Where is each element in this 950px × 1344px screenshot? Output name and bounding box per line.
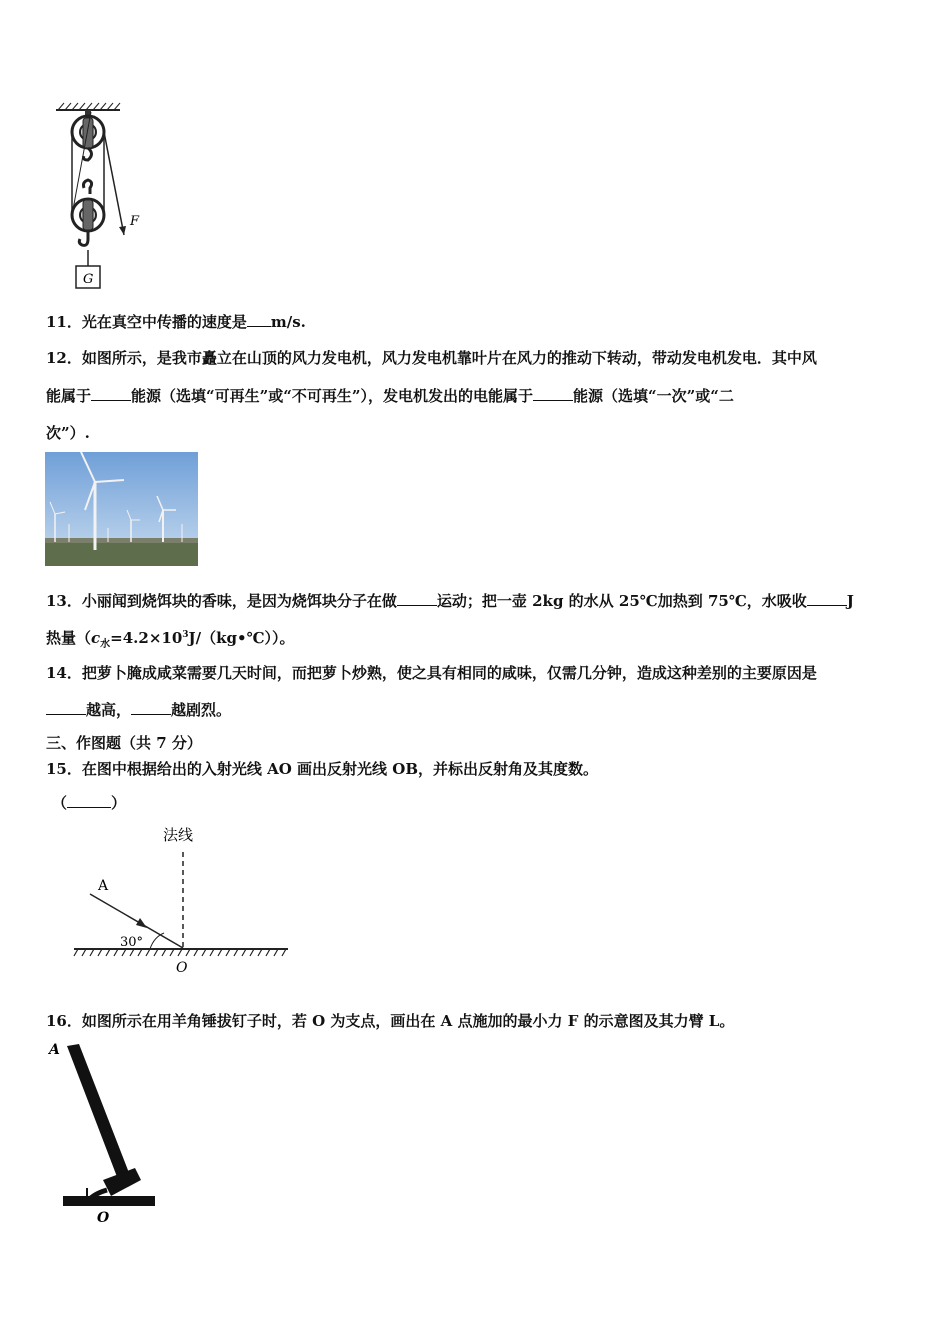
answer-blank[interactable] <box>533 386 573 401</box>
q13-line-2 <box>46 627 295 650</box>
answer-blank[interactable] <box>131 700 171 715</box>
angle-label: 30° <box>120 935 144 950</box>
q13-text-c: 热量（ <box>46 629 92 647</box>
answer-blank[interactable] <box>67 793 111 808</box>
q13-line-1 <box>46 590 854 611</box>
q13-text-a: 13．小丽闻到烧饵块的香味，是因为烧饵块分子在做 <box>46 592 397 610</box>
answer-blank[interactable] <box>247 312 271 327</box>
q12-line-2 <box>46 385 734 406</box>
q16-text: 16．如图所示在用羊角锤拔钉子时，若 O 为支点，画出在 A 点施加的最小力 F 的示意图及其力臂 L。 <box>46 1012 735 1030</box>
q12-text-c: 能源（选填“一次”或“二 <box>573 387 734 405</box>
q12-line-1: 12．如图所示，是我市矗立在山顶的风力发电机，风力发电机靠叶片在风力的推动下转动，带动发电机发电．其中风 <box>46 349 817 367</box>
q13-value: =4.2×10 <box>110 629 183 647</box>
force-label: F <box>130 214 140 229</box>
normal-label: 法线 <box>163 826 194 844</box>
answer-blank[interactable] <box>46 700 86 715</box>
point-label-o: O <box>176 960 188 976</box>
paren-close: ） <box>111 794 127 812</box>
q11-text: 光在真空中传播的速度是 <box>81 313 247 331</box>
answer-blank[interactable] <box>807 591 847 606</box>
q14-text-b: 越剧烈。 <box>171 701 232 719</box>
q14-line-1: 14．把萝卜腌成咸菜需要几天时间，而把萝卜炒熟，使之具有相同的咸味，仅需几分钟，造成这种差别的主要原因是 <box>46 664 817 682</box>
q11-number: 11． <box>46 313 82 331</box>
weight-label: G <box>83 272 94 287</box>
point-label-a: A <box>49 1042 60 1058</box>
reflection-figure <box>68 822 293 977</box>
ray-label-a: A <box>98 878 109 894</box>
q15-text: 15．在图中根据给出的入射光线 AO 画出反射光线 OB，并标出反射角及其度数。 <box>46 760 598 778</box>
answer-blank[interactable] <box>397 591 437 606</box>
section-heading: 三、作图题（共 7 分） <box>46 734 202 752</box>
q11-unit: m/s. <box>270 313 306 331</box>
question-11 <box>46 311 306 332</box>
point-label-o: O <box>97 1210 110 1226</box>
q14-text-a: 越高， <box>86 701 132 719</box>
q13-unit-text: J/（kg•℃））。 <box>188 629 295 647</box>
q12-text-b: 能源（选填“可再生”或“不可再生”），发电机发出的电能属于 <box>131 387 534 405</box>
paren-open: （ <box>52 794 68 812</box>
pulley-figure <box>50 100 160 295</box>
exponent: 3 <box>182 630 189 640</box>
specific-heat-symbol: c <box>91 629 101 647</box>
q12-line-3: 次”）. <box>46 424 90 442</box>
subscript-water: 水 <box>100 639 111 650</box>
q12-text-a: 能属于 <box>46 387 92 405</box>
wind-turbine-photo <box>45 452 198 566</box>
q14-line-2 <box>46 699 231 720</box>
q13-unit: J <box>846 592 854 610</box>
q15-answer <box>52 792 126 813</box>
hammer-figure <box>45 1040 165 1230</box>
answer-blank[interactable] <box>91 386 131 401</box>
q13-text-b: 运动；把一壶 2kg 的水从 25℃加热到 75℃，水吸收 <box>436 592 807 610</box>
